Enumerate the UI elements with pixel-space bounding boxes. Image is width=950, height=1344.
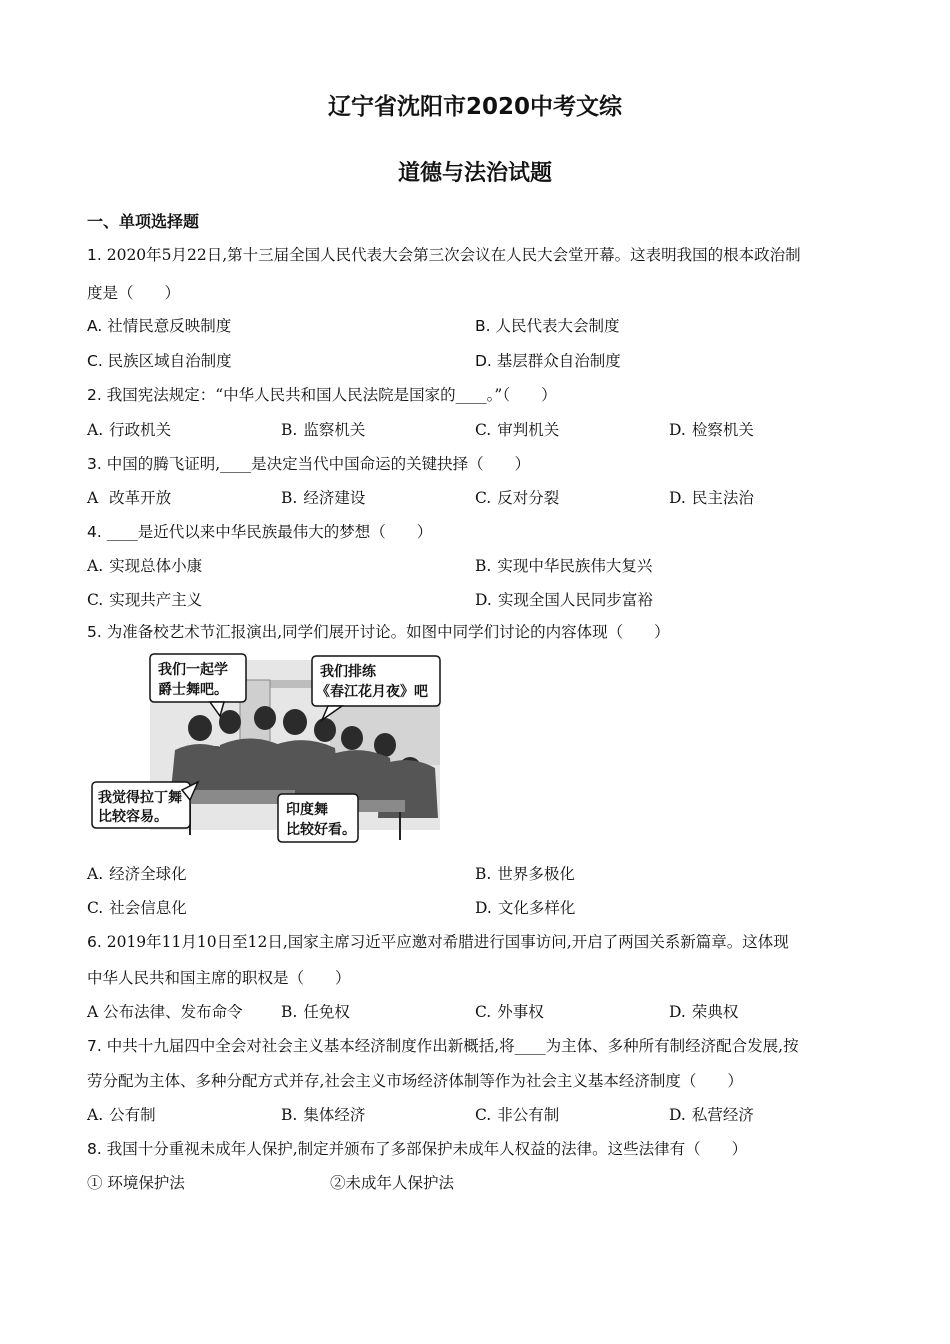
option-a: A. 公有制 (87, 1106, 156, 1124)
option-c: C. 反对分裂 (475, 489, 560, 507)
option-a: A. 经济全球化 (87, 865, 187, 883)
bubble-text: 比较好看。 (286, 822, 356, 838)
option-b: B. 人民代表大会制度 (475, 317, 620, 335)
option-d: D. 基层群众自治制度 (475, 352, 621, 370)
question-1 (87, 243, 867, 265)
statement-2: ②未成年人保护法 (330, 1174, 455, 1192)
option-a: A 公布法律、发布命令 (87, 1003, 243, 1021)
option-b: B. 集体经济 (281, 1106, 366, 1124)
option-c: C. 社会信息化 (87, 899, 187, 917)
option-a: A. 行政机关 (87, 421, 172, 439)
option-d: D. 荣典权 (669, 1003, 739, 1021)
question-7: 7. 中共十九届四中全会对社会主义基本经济制度作出新概括,将____为主体、多种所有制经济配合发展,按 (87, 1037, 799, 1055)
statement-1: ① 环境保护法 (87, 1174, 185, 1192)
option-b: B. 监察机关 (281, 421, 366, 439)
page-title: 辽宁省沈阳市2020中考文综 (327, 94, 622, 120)
option-d: D. 私营经济 (669, 1106, 754, 1124)
question-8: 8. 我国十分重视未成年人保护,制定并颁布了多部保护未成年人权益的法律。这些法律有（ ） (87, 1140, 748, 1158)
option-c: C. 外事权 (475, 1003, 544, 1021)
option-d: D. 实现全国人民同步富裕 (475, 591, 653, 609)
option-c: C. 民族区域自治制度 (87, 352, 232, 370)
option-c: C. 实现共产主义 (87, 591, 203, 609)
bubble-text: 《春江花月夜》吧 (316, 684, 428, 700)
question-7-line2: 劳分配为主体、多种分配方式并存,社会主义市场经济体制等作为社会主义基本经济制度（ ） (87, 1072, 743, 1090)
question-2: 2. 我国宪法规定：“中华人民共和国人民法院是国家的____。”（ ） (87, 386, 557, 404)
question-6-line2: 中华人民共和国主席的职权是（ ） (87, 969, 351, 987)
option-c: C. 非公有制 (475, 1106, 560, 1124)
option-b: B. 经济建设 (281, 489, 366, 507)
question-number: 1. (87, 246, 102, 264)
option-b: B. 实现中华民族伟大复兴 (475, 557, 653, 575)
option-a: A. 实现总体小康 (87, 557, 203, 575)
question-3: 3. 中国的腾飞证明,____是决定当代中国命运的关键抉择（ ） (87, 455, 531, 473)
question-6: 6. 2019年11月10日至12日,国家主席习近平应邀对希腊进行国事访问,开启了两国关系新篇章。这体现 (87, 933, 789, 951)
option-a: A. 社情民意反映制度 (87, 317, 232, 335)
bubble-text: 我们排练 (320, 664, 376, 680)
section-heading: 一、单项选择题 (87, 212, 200, 231)
bubble-text: 印度舞 (286, 802, 328, 818)
bubble-text: 爵士舞吧。 (158, 682, 228, 698)
question-4: 4. ____是近代以来中华民族最伟大的梦想（ ） (87, 523, 433, 541)
option-b: B. 世界多极化 (475, 865, 575, 883)
option-a: A 改革开放 (87, 489, 172, 507)
bubble-text: 我们一起学 (158, 662, 228, 678)
option-b: B. 任免权 (281, 1003, 350, 1021)
option-c: C. 审判机关 (475, 421, 560, 439)
option-d: D. 民主法治 (669, 489, 754, 507)
option-d: D. 文化多样化 (475, 899, 576, 917)
bubble-text: 我觉得拉丁舞 (98, 790, 182, 806)
question-5: 5. 为准备校艺术节汇报演出,同学们展开讨论。如图中同学们讨论的内容体现（ ） (87, 623, 670, 641)
page-subtitle: 道德与法治试题 (397, 161, 552, 186)
question-1-line2: 度是（ ） (87, 284, 181, 302)
bubble-text: 比较容易。 (98, 809, 168, 825)
option-d: D. 检察机关 (669, 421, 754, 439)
discussion-illustration (90, 650, 442, 846)
question-text: 2020年5月22日,第十三届全国人民代表大会第三次会议在人民大会堂开幕。这表明我国的根本政治制 (101, 246, 801, 264)
